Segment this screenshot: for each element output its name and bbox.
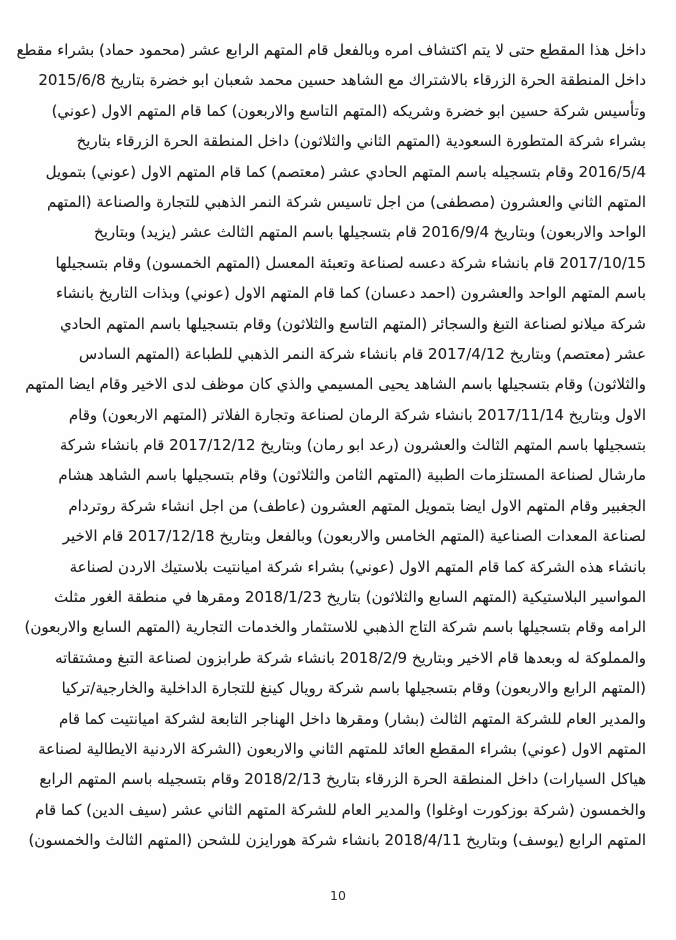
- text-line: لصناعة المعدات الصناعية (المتهم الخامس والاربعون) وبالفعل وبتاريخ 2017/12/18 قام الاخير: [62, 527, 646, 546]
- text-line: المتهم الثاني والعشرون (مصطفى) من اجل تاسيس شركة النمر الذهبي للتجارة والصناعة (المتهم: [46, 192, 646, 211]
- text-line: الاول وبتاريخ 2017/11/14 بانشاء شركة الرمان لصناعة وتجارة الفلاتر (المتهم الاربعون) وقام: [68, 405, 646, 424]
- text-line: باسم المتهم الواحد والعشرون (احمد دعسان) كما قام المتهم الاول (عوني) وبذات التاريخ بانشاء: [56, 284, 646, 303]
- text-line: المواسير البلاستيكية (المتهم السابع والثلاثون) بتاريخ 2018/1/23 ومقرها في منطقة الغور مثلث: [54, 588, 646, 607]
- text-line: والمملوكة له وبعدها قام الاخير وبتاريخ 2018/2/9 بانشاء شركة طرابزون لصناعة التبغ ومشتقاته: [55, 648, 646, 667]
- text-line: هياكل السيارات) داخل المنطقة الحرة الزرقاء بتاريخ 2018/2/13 وقام بتسجيله باسم المتهم الرابع: [39, 770, 646, 789]
- text-line: الواحد والاربعون) وبتاريخ 2016/9/4 قام بتسجيلها باسم المتهم الثالث عشر (يزيد) وبتاريخ: [94, 223, 646, 242]
- text-line: بتسجيلها باسم المتهم الثالث والعشرون (رعد ابو رمان) وبتاريخ 2017/12/12 قام بانشاء شركة: [59, 436, 646, 455]
- page-number: 10: [330, 888, 346, 903]
- text-line: 2016/5/4 وقام بتسجيله باسم المتهم الحادي عشر (معتصم) كما قام المتهم الاول (عوني) بتمويل: [45, 162, 646, 181]
- text-line: والمدير العام للشركة المتهم الثالث (بشار) ومقرها داخل الهناجر التابعة لشركة اميانتيت كما قام: [59, 709, 646, 728]
- text-line: والخمسون (شركة بوزكورت اوغلوا) والمدير العام للشركة المتهم الثاني عشر (سيف الدين) كما قام: [35, 800, 646, 819]
- text-line: عشر (معتصم) وبتاريخ 2017/4/12 قام بانشاء شركة النمر الذهبي للطباعة (المتهم السادس: [78, 344, 646, 363]
- text-line: وتأسيس شركة حسين ابو خضرة وشريكه (المتهم التاسع والاربعون) كما قام المتهم الاول (عوني): [51, 101, 646, 120]
- text-line: الجغبير وقام المتهم الاول ايضا بتمويل المتهم العشرون (عاطف) من اجل انشاء شركة روتردام: [68, 496, 646, 515]
- text-line: المتهم الرابع (يوسف) وبتاريخ 2018/4/11 بانشاء شركة هورايزن للشحن (المتهم الثالث والخمسون): [28, 831, 646, 850]
- text-line: شركة ميلانو لصناعة التبغ والسجائر (المتهم التاسع والثلاثون) وقام بتسجيلها باسم المتهم الحادي: [59, 314, 646, 333]
- text-line: (المتهم الرابع والاربعون) وقام بتسجيلها باسم شركة رويال كينغ للتجارة الداخلية والخارجية/تركيا: [61, 679, 646, 698]
- text-line: مارشال لصناعة المستلزمات الطبية (المتهم الثامن والثلاثون) وقام بتسجيلها باسم الشاهد هشام: [58, 466, 646, 485]
- text-line: والثلاثون) وقام بتسجيلها باسم الشاهد يحيى المسيمي والذي كان موظف لدى الاخير وقام ايضا المتهم: [25, 375, 646, 394]
- text-line: داخل المنطقة الحرة الزرقاء بالاشتراك مع الشاهد حسين محمد شعبان ابو خضرة بتاريخ 2015/6/8: [38, 71, 646, 90]
- text-line: الرامه وقام بتسجيلها باسم شركة التاج الذهبي للاستثمار والخدمات التجارية (المتهم السابع والاربعون): [24, 618, 646, 637]
- document-text-block: [16, 35, 646, 856]
- text-line: المتهم الاول (عوني) بشراء المقطع العائد للمتهم الثاني والاربعون (الشركة الاردنية الايطالية لصناعة: [38, 739, 646, 758]
- text-line: داخل هذا المقطع حتى لا يتم اكتشاف امره وبالفعل قام المتهم الرابع عشر (محمود حماد) بشراء مقطع: [16, 41, 646, 59]
- text-line: بشراء شركة المتطورة السعودية (المتهم الثاني والثلاثون) داخل المنطقة الحرة الزرقاء بتاريخ: [76, 132, 646, 151]
- text-line: 2017/10/15 قام بانشاء شركة دعسه لصناعة وتعبئة المعسل (المتهم الخمسون) وقام بتسجيلها: [55, 253, 646, 272]
- text-line: بانشاء هذه الشركة كما قام المتهم الاول (عوني) بشراء شركة اميانتيت بلاستيك الاردن لصناعة: [69, 557, 646, 576]
